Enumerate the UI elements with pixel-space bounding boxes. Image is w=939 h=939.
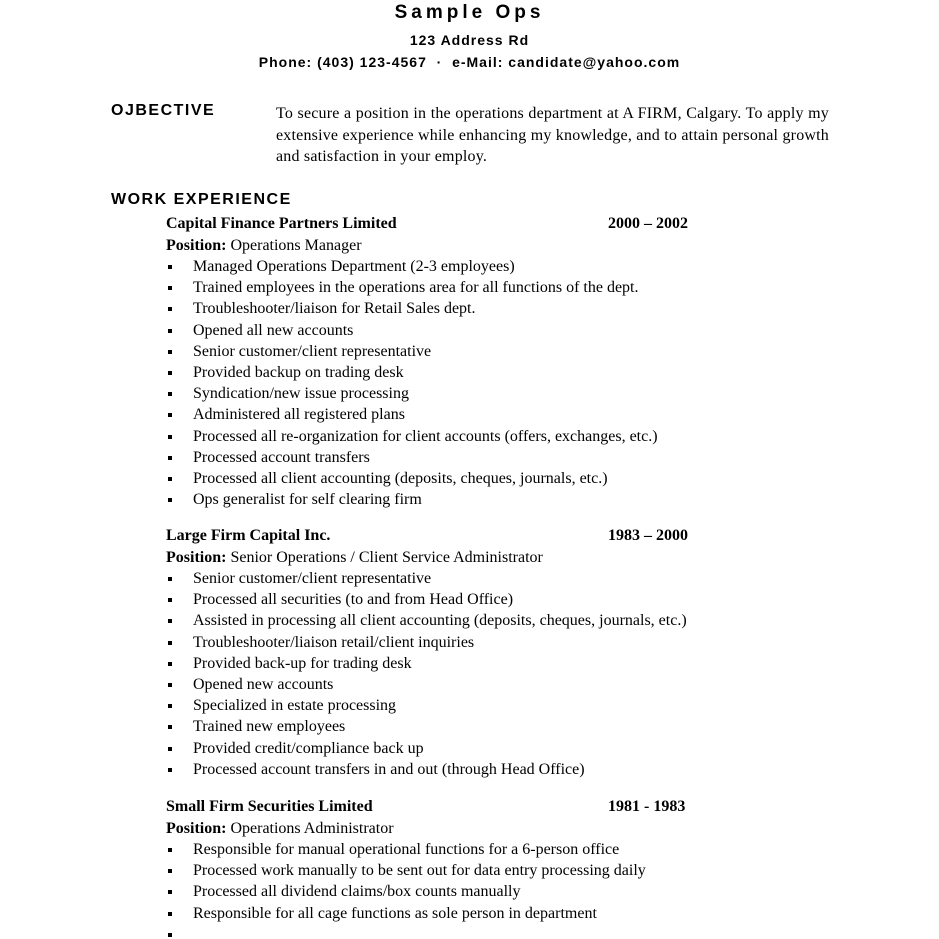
job-position-line: [166, 818, 766, 839]
bullet-icon: [168, 869, 172, 873]
list-item: Administered all registered plans: [166, 404, 766, 425]
list-item: Troubleshooter/liaison retail/client inquiries: [166, 632, 766, 653]
job-header: [166, 796, 766, 818]
bullet-icon: [168, 619, 172, 623]
bullet-icon: [168, 933, 172, 937]
list-item: Processed all securities (to and from Head Office): [166, 589, 766, 610]
list-item: Senior customer/client representative: [166, 568, 766, 589]
position-label: Position:: [166, 820, 227, 837]
bullet-icon: [168, 912, 172, 916]
bullet-icon: [168, 265, 172, 269]
bullet-icon: [168, 477, 172, 481]
list-item: Processed account transfers in and out (through Head Office): [166, 759, 766, 780]
duty-list: [166, 839, 766, 924]
bullet-icon: [168, 683, 172, 687]
job-position-line: [166, 547, 766, 568]
job-entry: [166, 525, 766, 780]
job-entry: [166, 796, 766, 924]
job-company: Small Firm Securities Limited: [166, 798, 373, 815]
job-position: Operations Manager: [230, 237, 362, 254]
list-item: Trained employees in the operations area for all functions of the dept.: [166, 277, 766, 298]
list-item: Senior customer/client representative: [166, 341, 766, 362]
bullet-icon: [168, 662, 172, 666]
position-label: Position:: [166, 237, 227, 254]
bullet-icon: [168, 848, 172, 852]
job-company: Large Firm Capital Inc.: [166, 527, 331, 544]
list-item: Processed account transfers: [166, 447, 766, 468]
bullet-icon: [168, 413, 172, 417]
job-dates: 1983 – 2000: [608, 527, 688, 544]
job-position: Operations Administrator: [230, 820, 394, 837]
bullet-icon: [168, 350, 172, 354]
bullet-icon: [168, 598, 172, 602]
duty-list: [166, 568, 766, 780]
candidate-name: Sample Ops: [394, 2, 545, 23]
bullet-icon: [168, 286, 172, 290]
list-item: Processed all re-organization for client accounts (offers, exchanges, etc.): [166, 426, 766, 447]
position-label: Position:: [166, 549, 227, 566]
job-entry: [166, 213, 766, 510]
list-item: Processed all client accounting (deposits, cheques, journals, etc.): [166, 468, 766, 489]
list-item: Assisted in processing all client accounting (deposits, cheques, journals, etc.): [166, 610, 766, 631]
list-item: Provided back-up for trading desk: [166, 653, 766, 674]
bullet-icon: [168, 371, 172, 375]
list-item: Troubleshooter/liaison for Retail Sales dept.: [166, 298, 766, 319]
list-item: Managed Operations Department (2-3 employees): [166, 256, 766, 277]
bullet-icon: [168, 577, 172, 581]
work-experience-heading: WORK EXPERIENCE: [111, 191, 292, 208]
bullet-icon: [168, 890, 172, 894]
list-item: Specialized in estate processing: [166, 695, 766, 716]
job-position: Senior Operations / Client Service Administrator: [230, 549, 543, 566]
bullet-icon: [168, 498, 172, 502]
job-dates: 2000 – 2002: [608, 215, 688, 232]
candidate-contact: Phone: (403) 123-4567 · e-Mail: candidate@yahoo.com: [258, 54, 681, 70]
job-position-line: [166, 235, 766, 256]
list-item: Opened all new accounts: [166, 320, 766, 341]
bullet-icon: [168, 392, 172, 396]
job-header: [166, 213, 766, 235]
list-item: Opened new accounts: [166, 674, 766, 695]
list-item: Syndication/new issue processing: [166, 383, 766, 404]
bullet-icon: [168, 456, 172, 460]
duty-list: [166, 256, 766, 510]
candidate-address: 123 Address Rd: [409, 32, 530, 48]
list-item: Ops generalist for self clearing firm: [166, 489, 766, 510]
bullet-icon: [168, 329, 172, 333]
job-company: Capital Finance Partners Limited: [166, 215, 397, 232]
bullet-icon: [168, 747, 172, 751]
objective-heading: OJBECTIVE: [111, 102, 216, 119]
list-item: Provided credit/compliance back up: [166, 738, 766, 759]
objective-text: To secure a position in the operations department at A FIRM, Calgary. To apply my extensive experience while enhancing my knowledge, and to attain personal growth and satisfaction in your employ.: [276, 105, 829, 165]
list-item: Trained new employees: [166, 716, 766, 737]
list-item: Processed all dividend claims/box counts manually: [166, 881, 766, 902]
list-item: Provided backup on trading desk: [166, 362, 766, 383]
list-item: Processed work manually to be sent out for data entry processing daily: [166, 860, 766, 881]
job-header: [166, 525, 766, 547]
list-item: Responsible for all cage functions as sole person in department: [166, 903, 766, 924]
bullet-icon: [168, 641, 172, 645]
bullet-icon: [168, 768, 172, 772]
bullet-icon: [168, 704, 172, 708]
bullet-icon: [168, 435, 172, 439]
list-item: Responsible for manual operational functions for a 6-person office: [166, 839, 766, 860]
bullet-icon: [168, 307, 172, 311]
bullet-icon: [168, 725, 172, 729]
job-dates: 1981 - 1983: [608, 798, 686, 815]
